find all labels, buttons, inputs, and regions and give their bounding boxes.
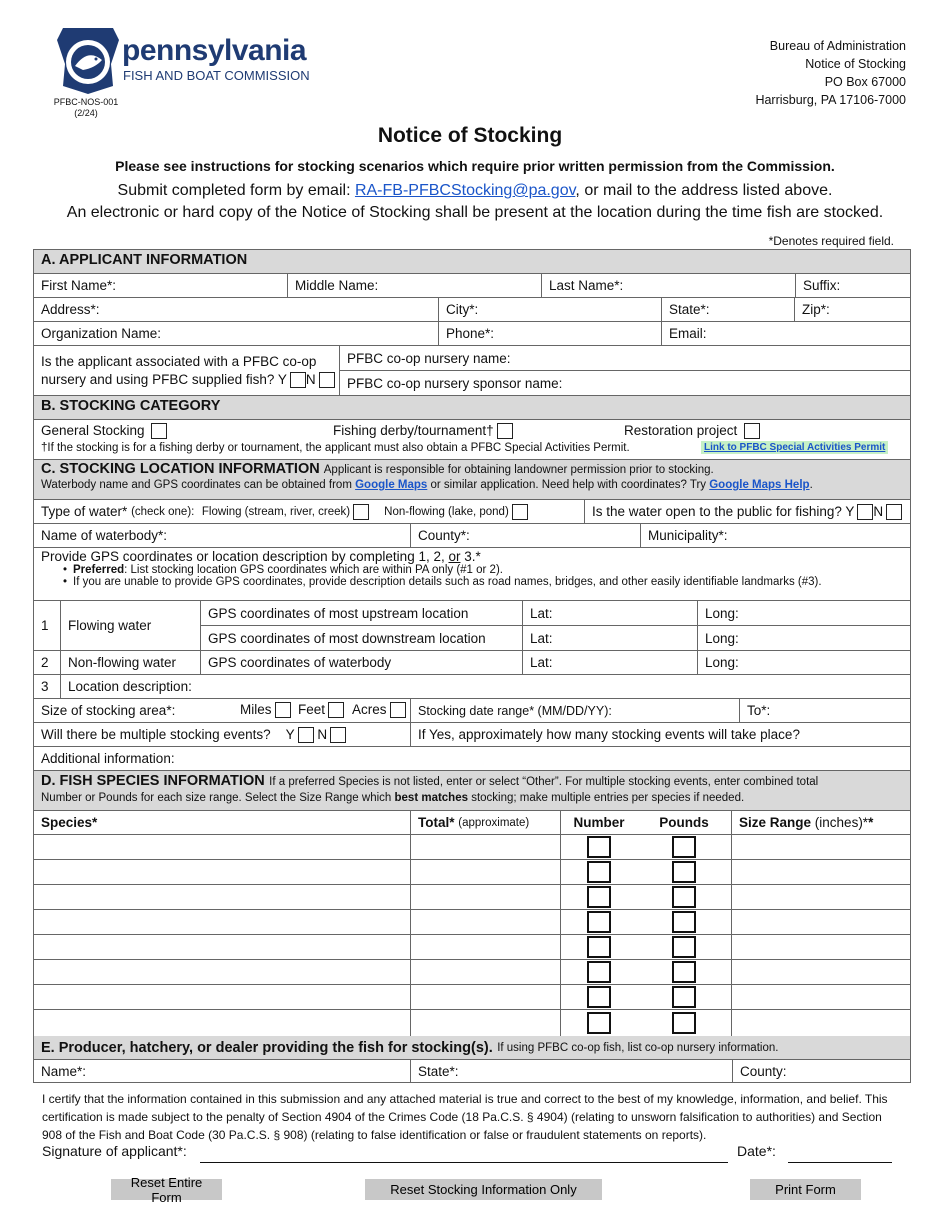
total-input[interactable] [411,985,561,1009]
state-field[interactable]: State*: [662,298,795,321]
number-checkbox[interactable] [587,986,611,1008]
total-column-header [411,811,561,834]
pounds-option [637,960,732,984]
coordinates-help: Waterbody name and GPS coordinates can be obtained from Google Maps or similar application. Need help with coordinates? Try Google Maps Help. [41,479,813,491]
number-option [561,910,637,934]
special-activities-link-text[interactable]: Link to PFBC Special Activities Permit [704,442,886,454]
flowing-label: Flowing (stream, river, creek) [201,505,351,518]
derby-option [333,423,513,439]
coordinates-help-text: Waterbody name and GPS coordinates can be obtained from [41,479,352,491]
bullet-preferred-bold: Preferred [73,564,125,576]
nonflowing-checkbox[interactable] [512,504,528,520]
section-c-note: Applicant is responsible for obtaining landowner permission prior to stocking. [323,464,714,476]
size-label: Size of stocking area*: [41,703,176,718]
general-stocking-option [41,423,167,439]
feet-checkbox[interactable] [328,702,344,718]
number-option [561,960,637,984]
table-row [34,910,910,935]
reset-entire-form-button[interactable]: Reset Entire Form [111,1179,222,1200]
pounds-checkbox[interactable] [672,961,696,983]
restoration-option [624,423,760,439]
gps-intro [41,549,903,564]
derby-note: †If the stocking is for a fishing derby or tournament, the applicant must also obtain a PFBC Special Activities Permit. [41,442,630,455]
upstream-long-field[interactable]: Long: [705,605,739,621]
acres-option [352,702,406,718]
pounds-checkbox[interactable] [672,986,696,1008]
flowing-water-label: Flowing water [61,601,201,650]
suffix-field[interactable]: Suffix: [803,278,841,293]
gps-three: 3.* [460,549,481,564]
total-header-note: (approximate) [458,816,530,829]
additional-info-field[interactable]: Additional information: [41,751,175,766]
stocking-form [33,249,911,1083]
events-count-field[interactable]: If Yes, approximately how many stocking events will take place? [418,727,800,742]
size-range-select[interactable] [732,860,910,884]
submit-suffix: , or mail to the address listed above. [575,182,833,199]
number-checkbox[interactable] [587,936,611,958]
species-input[interactable] [34,885,411,909]
derby-label: Fishing derby/tournament† [333,423,494,438]
table-row [34,960,910,985]
species-input[interactable] [34,935,411,959]
pounds-option [637,985,732,1009]
section-title: C. STOCKING LOCATION INFORMATION [41,461,320,477]
multiple-no-checkbox[interactable] [330,727,346,743]
size-range-select[interactable] [732,960,910,984]
signature-label: Signature of applicant*: [42,1143,187,1159]
general-stocking-checkbox[interactable] [151,423,167,439]
feet-label: Feet [298,702,326,717]
yes-label: Y [285,727,295,742]
brand-name: pennsylvania [122,34,307,67]
last-name-field[interactable]: Last Name*: [542,274,796,297]
table-row [34,985,910,1010]
section-b-header [34,396,910,420]
county-field[interactable]: County*: [411,524,641,547]
coop-question-line [41,371,335,389]
total-input[interactable] [411,910,561,934]
total-input[interactable] [411,860,561,884]
size-range-select[interactable] [732,835,910,859]
bullet-description: • If you are unable to provide GPS coordinates, provide description details such as road names, bridges, and other easily identifiable landmarks (#3). [63,576,822,588]
total-input[interactable] [411,960,561,984]
municipality-field[interactable]: Municipality*: [648,528,728,543]
section-title: D. FISH SPECIES INFORMATION [41,773,265,789]
size-range-select[interactable] [732,1010,910,1036]
section-title: A. APPLICANT INFORMATION [41,252,248,268]
number-checkbox[interactable] [587,886,611,908]
miles-option [240,702,291,718]
nonflowing-water-label: Non-flowing water [61,651,201,674]
number-checkbox[interactable] [587,1012,611,1034]
form-number-date: (2/24) [74,108,98,118]
public-fishing-label: Is the water open to the public for fishing? Y [592,504,855,519]
certification-text: I certify that the information contained in this submission and any attached material is true and correct to the best of my knowledge, information, and belief. This certification is made subject to the penalty of Section 4904 of the Crimes Code (18 Pa.C.S. § 4904) (relating to unsworn falsification to authorities) and Section 908 of the Fish and Boat Code (30 Pa.C.S. § 908) (relating to false identification or false or fraudulent statements on reports). [42,1092,888,1142]
bullet-preferred-text: : List stocking location GPS coordinates which are within PA only (#1 or 2). [124,564,503,576]
size-range-select[interactable] [732,935,910,959]
section-d-note2 [41,792,903,804]
number-checkbox[interactable] [587,836,611,858]
section-a-header [34,250,910,274]
species-input[interactable] [34,985,411,1009]
row-number: 2 [34,651,61,674]
first-name-field[interactable]: First Name*: [34,274,288,297]
number-checkbox[interactable] [587,961,611,983]
middle-name-field[interactable]: Middle Name: [288,274,542,297]
type-of-water [34,500,585,523]
address-field[interactable]: Address*: [34,298,439,321]
coordinates-help-text: Need help with coordinates? Try [541,479,707,491]
producer-county-field[interactable]: County: [740,1063,787,1079]
date-line[interactable] [788,1162,892,1163]
reset-stocking-button[interactable]: Reset Stocking Information Only [365,1179,602,1200]
pounds-option [637,910,732,934]
pounds-checkbox[interactable] [672,836,696,858]
downstream-label: GPS coordinates of most downstream location [201,626,523,650]
number-option [561,985,637,1009]
coop-question-text: nursery and using PFBC supplied fish? Y [41,371,287,387]
nursery-name-field[interactable]: PFBC co-op nursery name: [340,346,910,371]
gps-intro-text: Provide GPS coordinates or location description by completing 1, 2, [41,549,449,564]
coop-yes-checkbox[interactable] [290,372,306,388]
derby-checkbox[interactable] [497,423,513,439]
signature-line[interactable] [200,1162,728,1163]
address-line: Harrisburg, PA 17106-7000 [755,93,906,107]
public-yes-checkbox[interactable] [857,504,873,520]
size-of-area [34,699,411,722]
total-input[interactable] [411,885,561,909]
bullet-description-text: If you are unable to provide GPS coordinates, provide description details such as road names, bridges, and other easily identifiable landmarks (#3). [73,576,822,588]
number-option [561,860,637,884]
number-checkbox[interactable] [587,861,611,883]
number-option [561,885,637,909]
species-input[interactable] [34,835,411,859]
row-number: 1 [34,601,61,650]
species-input[interactable] [34,910,411,934]
special-activities-link[interactable] [701,441,888,454]
upstream-label: GPS coordinates of most upstream location [201,601,523,625]
miles-checkbox[interactable] [275,702,291,718]
note-text: Number or Pounds for each size range. Select the Size Range which [41,792,395,804]
multiple-events-label: Will there be multiple stocking events? [41,727,271,742]
section-title: B. STOCKING CATEGORY [41,398,221,414]
section-c-header [41,461,903,477]
form-number-code: PFBC-NOS-001 [53,97,119,107]
section-e-header [34,1036,910,1060]
check-one-label: (check one): [131,505,195,518]
table-row [34,1010,910,1036]
keystone-logo-icon [55,26,121,96]
coop-question-line: Is the applicant associated with a PFBC co-op [41,353,317,369]
google-maps-link[interactable]: Google Maps [355,479,428,491]
electronic-note: An electronic or hard copy of the Notice of Stocking shall be present at the location during the time fish are stocked. [66,204,884,221]
waterbody-long-field[interactable]: Long: [705,655,739,670]
size-range-select[interactable] [732,885,910,909]
number-option [561,835,637,859]
gps-or: or [448,549,461,564]
organization-field[interactable]: Organization Name: [34,322,439,345]
no-label: N [873,504,884,519]
location-description-field[interactable]: Location description: [68,679,192,694]
multiple-yes-checkbox[interactable] [298,727,314,743]
size-range-select[interactable] [732,910,910,934]
no-label: N [317,727,328,742]
pounds-column-header: Pounds [637,811,732,834]
table-row [34,835,910,860]
waterbody-gps-label: GPS coordinates of waterbody [201,651,523,674]
date-label: Date*: [737,1143,776,1159]
coop-question [34,346,340,395]
multiple-events [34,723,411,746]
pounds-option [637,860,732,884]
pounds-option [637,885,732,909]
print-form-button[interactable]: Print Form [750,1179,861,1200]
species-rows [34,835,910,1036]
downstream-long-field[interactable]: Long: [705,630,739,646]
table-row [34,935,910,960]
submit-prefix: Submit completed form by email: [117,182,355,199]
size-column-header: Size Range (inches)* * [739,815,874,830]
pounds-option [637,935,732,959]
date-to-field[interactable]: To*: [747,703,771,718]
form-number [46,97,126,119]
phone-field[interactable]: Phone*: [439,322,662,345]
general-stocking-label: General Stocking [41,423,145,438]
species-column-header: Species* [34,811,411,834]
row-number: 3 [34,675,61,698]
pounds-checkbox[interactable] [672,936,696,958]
pounds-checkbox[interactable] [672,886,696,908]
address-line: Notice of Stocking [805,57,906,71]
species-input[interactable] [34,860,411,884]
producer-state-field[interactable]: State*: [411,1060,733,1082]
total-input[interactable] [411,935,561,959]
city-field[interactable]: City*: [439,298,662,321]
note-bold: best matches [394,792,469,804]
size-header-text: Size Range [739,815,812,830]
total-input[interactable] [411,835,561,859]
address-line: Bureau of Administration [769,39,906,53]
coop-no-checkbox[interactable] [319,372,335,388]
downstream-lat-field[interactable]: Lat: [523,626,698,650]
restoration-label: Restoration project [624,423,738,438]
pounds-checkbox[interactable] [672,1012,696,1034]
mailing-address [755,37,906,109]
date-range-field[interactable]: Stocking date range* (MM/DD/YY): [411,699,740,722]
species-input[interactable] [34,1010,411,1036]
pounds-checkbox[interactable] [672,861,696,883]
nursery-sponsor-field[interactable]: PFBC co-op nursery sponsor name: [347,375,563,391]
section-title: E. Producer, hatchery, or dealer providing the fish for stocking(s). [41,1039,493,1056]
miles-label: Miles [240,702,272,717]
note-text: stocking; make multiple entries per species if needed. [468,792,745,804]
bullet-preferred: • Preferred: List stocking location GPS coordinates which are within PA only (#1 or 2). [63,564,503,576]
table-row [34,860,910,885]
public-fishing [585,500,910,523]
acres-label: Acres [352,702,387,717]
no-label: N [305,371,316,387]
section-e-note: If using PFBC co-op fish, list co-op nursery information. [497,1041,779,1054]
nonflowing-label: Non-flowing (lake, pond) [384,505,509,518]
pounds-option [637,835,732,859]
type-of-water-label: Type of water* [41,504,128,519]
species-table-header [34,811,910,835]
zip-field[interactable]: Zip*: [802,302,830,317]
species-input[interactable] [34,960,411,984]
producer-name-field[interactable]: Name*: [34,1060,411,1082]
upstream-lat-field[interactable]: Lat: [523,601,698,625]
total-input[interactable] [411,1010,561,1036]
email-link[interactable]: RA-FB-PFBCStocking@pa.gov [354,182,576,199]
number-option [561,1010,637,1036]
address-line: PO Box 67000 [824,75,906,89]
public-no-checkbox[interactable] [886,504,902,520]
coordinates-help-text: or similar application. [430,479,539,491]
number-option [561,935,637,959]
feet-option [298,702,344,718]
instructions: Please see instructions for stocking scenarios which require prior written permission from the Commission. [115,158,835,174]
section-d-note: If a preferred Species is not listed, enter or select “Other”. For multiple stocking events, enter combined total [269,776,819,788]
google-maps-help-link[interactable]: Google Maps Help [709,479,810,491]
flowing-checkbox[interactable] [353,504,369,520]
section-d-header [41,772,903,790]
waterbody-lat-field[interactable]: Lat: [523,651,698,674]
required-note: *Denotes required field. [768,234,894,248]
acres-checkbox[interactable] [390,702,406,718]
email-field[interactable]: Email: [669,326,707,341]
brand-subtitle: FISH AND BOAT COMMISSION [123,68,310,83]
table-row [34,885,910,910]
size-header-note: (inches)* [814,815,869,830]
submit-note [0,182,950,200]
waterbody-field[interactable]: Name of waterbody*: [34,524,411,547]
number-checkbox[interactable] [587,911,611,933]
total-header-text: Total* [418,815,455,830]
number-column-header: Number [573,815,625,830]
pounds-option [637,1010,732,1036]
pounds-checkbox[interactable] [672,911,696,933]
size-range-select[interactable] [732,985,910,1009]
page-title: Notice of Stocking [377,124,563,147]
restoration-checkbox[interactable] [744,423,760,439]
